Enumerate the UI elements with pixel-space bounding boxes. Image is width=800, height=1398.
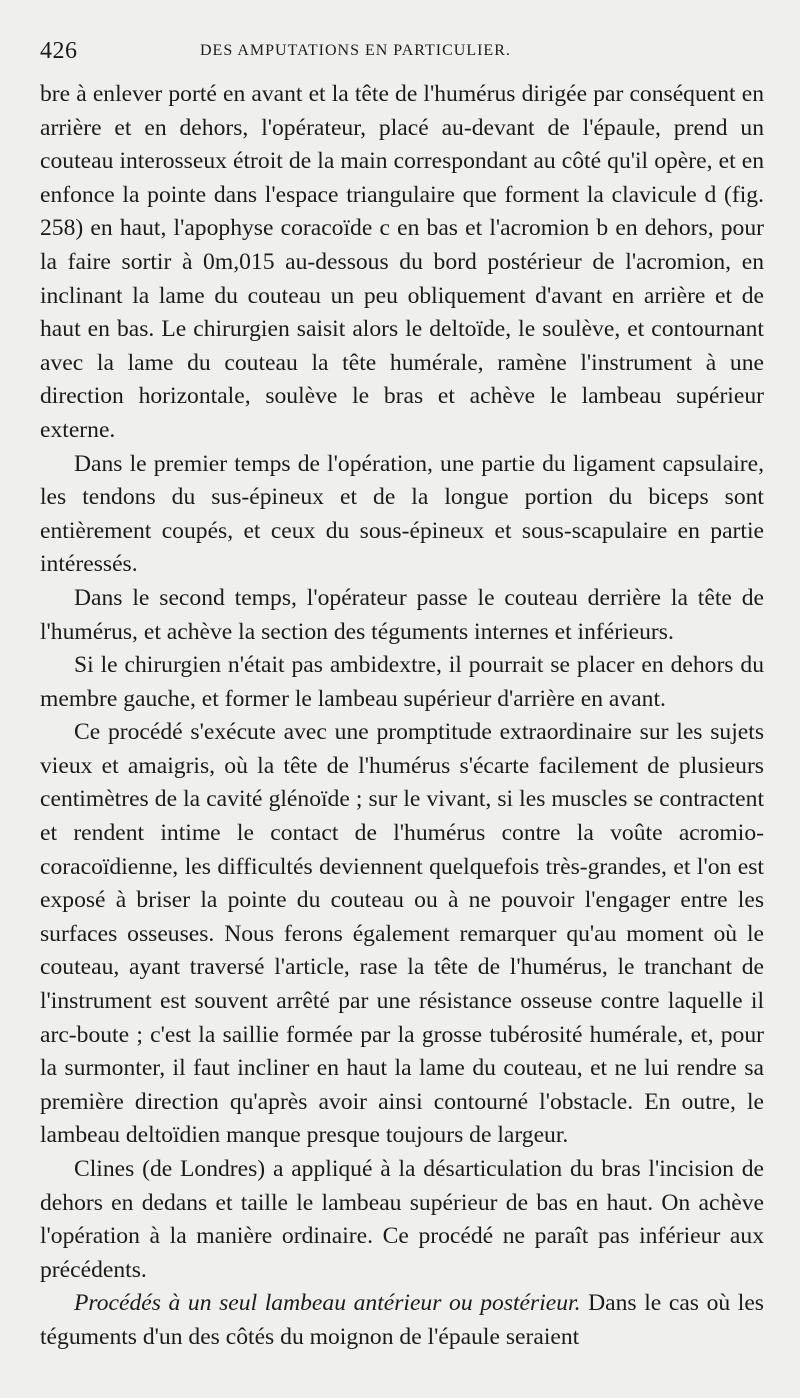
paragraph-2: Dans le premier temps de l'opération, une partie du ligament capsulaire, les tendons du sus-épineux et de la longue portion du biceps sont entièrement coupés, et ceux du sous-épineux et sous-scapulaire en partie intéressés. (40, 450, 764, 578)
page-number: 426 (40, 38, 78, 64)
paragraph-6: Clines (de Londres) a appliqué à la désarticulation du bras l'incision de dehors en dedans et taille le lambeau supérieur de bas en haut. On achève l'opération à la manière ordinaire. Ce procédé ne paraît pas inférieur aux précédents. (40, 1156, 764, 1283)
paragraph-7 (40, 1287, 764, 1354)
page-header (40, 38, 764, 78)
paragraph-4: Si le chirurgien n'était pas ambidextre, il pourrait se placer en dehors du membre gauche, et former le lambeau supérieur d'arrière en avant. (40, 652, 764, 712)
paragraph-5: Ce procédé s'exécute avec une promptitude extraordinaire sur les sujets vieux et amaigris, où la tête de l'humérus s'écarte facilement de plusieurs centimètres de la cavité glénoïde ; sur le vivant, si les muscles se contractent et rendent intime le contact de l'humérus contre la voûte acromio-coracoïdienne, les difficultés deviennent quelquefois très-grandes, et l'on est exposé à briser la pointe du couteau ou à ne pouvoir l'engager entre les surfaces osseuses. Nous ferons également remarquer qu'au moment où le couteau, ayant traversé l'article, rase la tête de l'humérus, le tranchant de l'instrument est souvent arrêté par une résistance osseuse contre laquelle il arc-boute ; c'est la saillie formée par la grosse tubérosité humérale, et, pour la surmonter, il faut incliner en haut la lame du couteau, et ne lui rendre sa première direction qu'après avoir ainsi contourné l'obstacle. En outre, le lambeau deltoïdien manque presque toujours de largeur. (40, 719, 764, 1149)
paragraph-1: bre à enlever porté en avant et la tête de l'humérus dirigée par conséquent en arrière et en dehors, l'opérateur, placé au-devant de l'épaule, prend un couteau interosseux étroit de la main correspondant au côté qu'il opère, et en enfonce la pointe dans l'espace triangulaire que forment la clavicule d (fig. 258) en haut, l'apophyse coracoïde c en bas et l'acromion b en dehors, pour la faire sortir à 0m,015 au-dessous du bord postérieur de l'acromion, en inclinant la lame du couteau un peu obliquement d'avant en arrière et de haut en bas. Le chirurgien saisit alors le deltoïde, le soulève, et contournant avec la lame du couteau la tête humérale, ramène l'instrument à une direction horizontale, soulève le bras et achève le lambeau supérieur externe. (40, 81, 764, 443)
running-title: DES AMPUTATIONS EN PARTICULIER. (200, 42, 511, 59)
paragraph-3: Dans le second temps, l'opérateur passe le couteau derrière la tête de l'humérus, et achève la section des téguments internes et inférieurs. (40, 584, 764, 645)
paragraph-7-text: Dans le cas où les téguments d'un des côtés du moignon de l'épaule seraient (40, 1290, 764, 1350)
section-heading: Procédés à un seul lambeau antérieur ou postérieur. (74, 1290, 581, 1317)
body-text (40, 78, 764, 1355)
